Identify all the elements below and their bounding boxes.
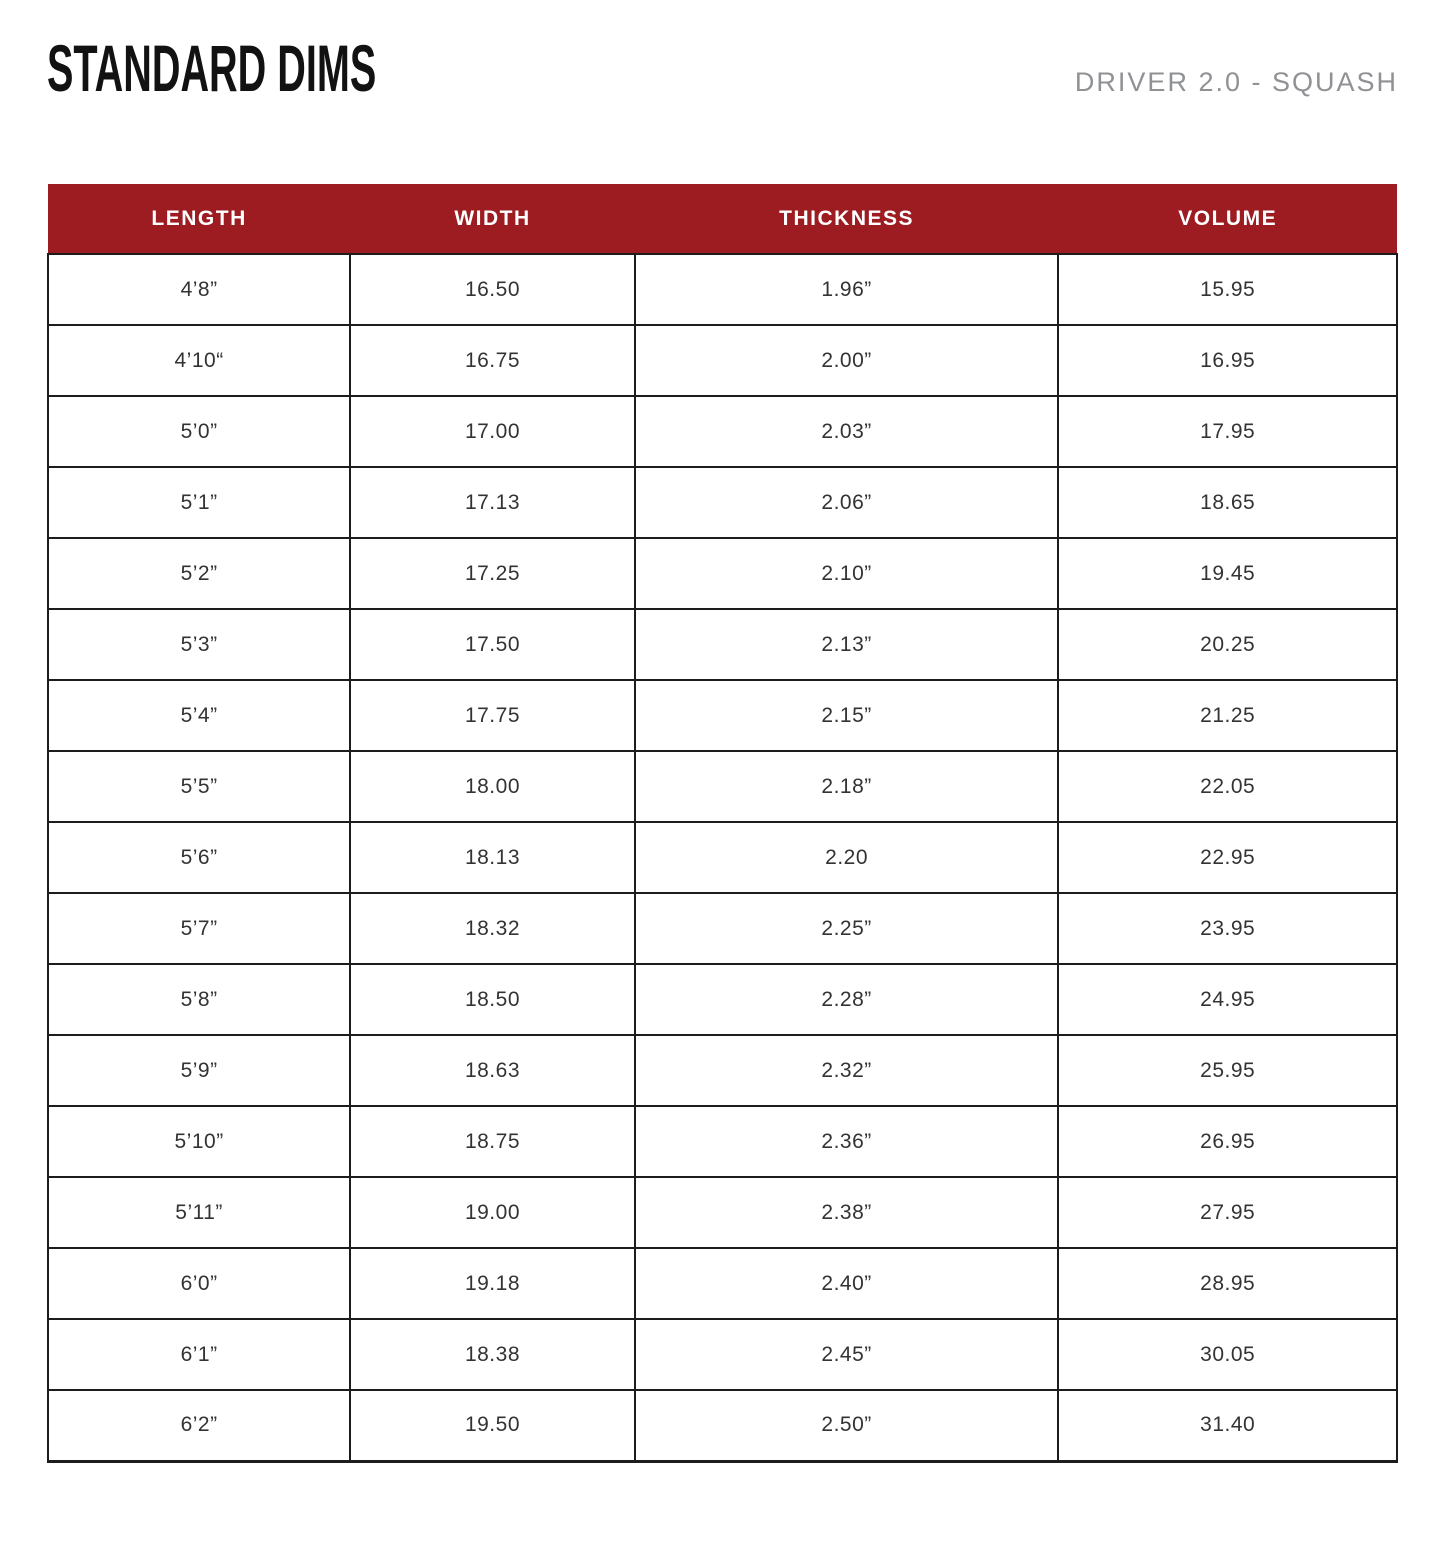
cell-thickness: 2.18” xyxy=(635,751,1059,822)
cell-volume: 28.95 xyxy=(1058,1248,1397,1319)
cell-length: 4’10“ xyxy=(48,325,350,396)
cell-thickness: 2.38” xyxy=(635,1177,1059,1248)
cell-volume: 18.65 xyxy=(1058,467,1397,538)
cell-thickness: 2.06” xyxy=(635,467,1059,538)
cell-length: 4’8” xyxy=(48,254,350,325)
cell-length: 5’9” xyxy=(48,1035,350,1106)
cell-length: 5’7” xyxy=(48,893,350,964)
column-header-width: WIDTH xyxy=(350,184,635,254)
cell-volume: 27.95 xyxy=(1058,1177,1397,1248)
cell-volume: 25.95 xyxy=(1058,1035,1397,1106)
table-row xyxy=(48,1106,1397,1177)
cell-thickness: 2.36” xyxy=(635,1106,1059,1177)
page-subtitle: DRIVER 2.0 - SQUASH xyxy=(1074,67,1398,97)
cell-thickness: 2.20 xyxy=(635,822,1059,893)
cell-volume: 21.25 xyxy=(1058,680,1397,751)
cell-length: 5’4” xyxy=(48,680,350,751)
cell-length: 5’0” xyxy=(48,396,350,467)
table-body xyxy=(48,254,1397,1461)
table-row xyxy=(48,680,1397,751)
cell-length: 5’2” xyxy=(48,538,350,609)
table-row xyxy=(48,325,1397,396)
cell-width: 18.38 xyxy=(350,1319,635,1390)
cell-thickness: 2.03” xyxy=(635,396,1059,467)
cell-volume: 22.05 xyxy=(1058,751,1397,822)
table-row xyxy=(48,1035,1397,1106)
cell-width: 18.63 xyxy=(350,1035,635,1106)
table-header-row xyxy=(48,184,1397,254)
cell-thickness: 2.15” xyxy=(635,680,1059,751)
cell-volume: 16.95 xyxy=(1058,325,1397,396)
cell-volume: 17.95 xyxy=(1058,396,1397,467)
table-row xyxy=(48,893,1397,964)
cell-width: 17.00 xyxy=(350,396,635,467)
column-header-length: LENGTH xyxy=(48,184,350,254)
cell-length: 5’8” xyxy=(48,964,350,1035)
table-row xyxy=(48,822,1397,893)
cell-length: 5’3” xyxy=(48,609,350,680)
table-row xyxy=(48,467,1397,538)
column-header-thickness: THICKNESS xyxy=(635,184,1059,254)
cell-volume: 26.95 xyxy=(1058,1106,1397,1177)
cell-width: 17.50 xyxy=(350,609,635,680)
cell-width: 18.50 xyxy=(350,964,635,1035)
table-row xyxy=(48,396,1397,467)
cell-width: 18.13 xyxy=(350,822,635,893)
cell-volume: 31.40 xyxy=(1058,1390,1397,1461)
table-row xyxy=(48,254,1397,325)
table-header xyxy=(48,184,1397,254)
cell-length: 5’11” xyxy=(48,1177,350,1248)
cell-volume: 20.25 xyxy=(1058,609,1397,680)
cell-width: 17.25 xyxy=(350,538,635,609)
table-row xyxy=(48,964,1397,1035)
table-row xyxy=(48,1248,1397,1319)
table-row xyxy=(48,1319,1397,1390)
cell-width: 16.50 xyxy=(350,254,635,325)
table-row xyxy=(48,538,1397,609)
column-header-volume: VOLUME xyxy=(1058,184,1397,254)
cell-width: 18.75 xyxy=(350,1106,635,1177)
cell-thickness: 2.25” xyxy=(635,893,1059,964)
table-row xyxy=(48,751,1397,822)
cell-width: 18.00 xyxy=(350,751,635,822)
cell-length: 6’1” xyxy=(48,1319,350,1390)
cell-thickness: 2.13” xyxy=(635,609,1059,680)
cell-width: 19.50 xyxy=(350,1390,635,1461)
cell-volume: 23.95 xyxy=(1058,893,1397,964)
cell-thickness: 2.00” xyxy=(635,325,1059,396)
table-row xyxy=(48,609,1397,680)
table-row xyxy=(48,1177,1397,1248)
cell-thickness: 2.50” xyxy=(635,1390,1059,1461)
cell-thickness: 2.45” xyxy=(635,1319,1059,1390)
cell-volume: 24.95 xyxy=(1058,964,1397,1035)
cell-length: 6’0” xyxy=(48,1248,350,1319)
cell-width: 18.32 xyxy=(350,893,635,964)
table-row xyxy=(48,1390,1397,1461)
page-header xyxy=(47,0,1398,106)
cell-length: 5’5” xyxy=(48,751,350,822)
cell-width: 16.75 xyxy=(350,325,635,396)
cell-width: 17.75 xyxy=(350,680,635,751)
cell-width: 19.00 xyxy=(350,1177,635,1248)
cell-width: 19.18 xyxy=(350,1248,635,1319)
cell-volume: 19.45 xyxy=(1058,538,1397,609)
dims-table xyxy=(47,184,1398,1463)
cell-thickness: 2.10” xyxy=(635,538,1059,609)
cell-width: 17.13 xyxy=(350,467,635,538)
cell-thickness: 2.32” xyxy=(635,1035,1059,1106)
cell-length: 5’6” xyxy=(48,822,350,893)
cell-volume: 22.95 xyxy=(1058,822,1397,893)
cell-length: 6’2” xyxy=(48,1390,350,1461)
page-title: STANDARD DIMS xyxy=(47,31,377,106)
cell-volume: 15.95 xyxy=(1058,254,1397,325)
cell-thickness: 1.96” xyxy=(635,254,1059,325)
cell-length: 5’1” xyxy=(48,467,350,538)
cell-thickness: 2.40” xyxy=(635,1248,1059,1319)
cell-volume: 30.05 xyxy=(1058,1319,1397,1390)
cell-thickness: 2.28” xyxy=(635,964,1059,1035)
cell-length: 5’10” xyxy=(48,1106,350,1177)
